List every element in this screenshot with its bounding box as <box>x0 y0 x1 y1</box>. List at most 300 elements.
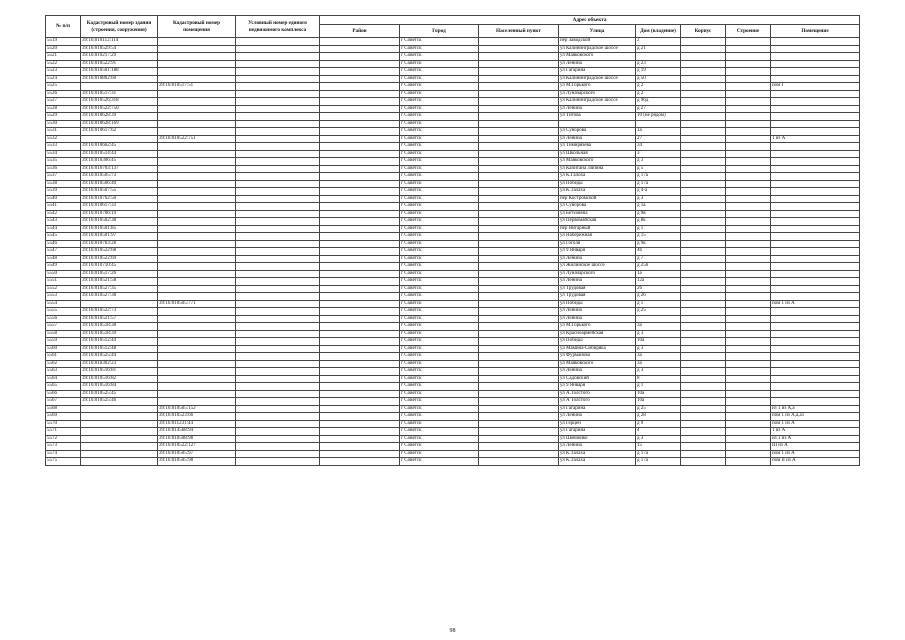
cell-conditional-number <box>236 120 320 128</box>
cell-conditional-number <box>236 308 320 316</box>
cell-num: 5548 <box>46 255 81 263</box>
cell-num: 5558 <box>46 330 81 338</box>
table-row <box>46 255 860 263</box>
cell-structure <box>726 293 771 301</box>
cell-structure <box>726 45 771 53</box>
cell-street: ул Набережная <box>559 233 636 241</box>
cell-settlement <box>479 383 559 391</box>
cell-cadastral-room <box>158 308 236 316</box>
table-row <box>46 375 860 383</box>
cell-street: ул Калининградское шоссе <box>559 75 636 83</box>
cell-cadastral-room <box>158 180 236 188</box>
cell-street: ул М.Горького <box>559 323 636 331</box>
cell-cadastral-building: 39:16:010516:81 <box>81 368 158 376</box>
cell-district <box>320 90 400 98</box>
cell-house: д 1 <box>636 300 681 308</box>
table-row <box>46 113 860 121</box>
cell-cadastral-room <box>158 255 236 263</box>
cell-settlement <box>479 330 559 338</box>
table-row <box>46 203 860 211</box>
cell-cadastral-room <box>158 45 236 53</box>
cell-structure <box>726 330 771 338</box>
cell-settlement <box>479 390 559 398</box>
cell-street: ул Луначарского <box>559 90 636 98</box>
cell-city: г Советск <box>400 345 479 353</box>
cell-house: д 4-а <box>636 188 681 196</box>
cell-district <box>320 450 400 458</box>
cell-district <box>320 353 400 361</box>
cell-conditional-number <box>236 75 320 83</box>
header-building-block: Корпус <box>681 25 726 38</box>
cell-building-block <box>681 60 726 68</box>
cell-cadastral-building <box>81 300 158 308</box>
cell-num: 5526 <box>46 90 81 98</box>
cell-city: г Советск <box>400 105 479 113</box>
cell-city: г Советск <box>400 158 479 166</box>
cell-district <box>320 323 400 331</box>
cell-district <box>320 240 400 248</box>
cell-cadastral-building: 39:16:010502:38 <box>81 218 158 226</box>
cell-city: г Советск <box>400 428 479 436</box>
cell-settlement <box>479 83 559 91</box>
cell-room <box>771 173 860 181</box>
cell-cadastral-room: 39:16:010505:771 <box>158 300 236 308</box>
cell-cadastral-room <box>158 338 236 346</box>
cell-house: д 17а <box>636 180 681 188</box>
cell-house: 10а <box>636 338 681 346</box>
cell-street: ул Победы <box>559 180 636 188</box>
cell-cadastral-building: 39:16:010526:318 <box>81 98 158 106</box>
cell-num: 5553 <box>46 293 81 301</box>
cell-settlement <box>479 75 559 83</box>
cell-cadastral-room <box>158 105 236 113</box>
cell-cadastral-building: 39:16:010512:48 <box>81 345 158 353</box>
cell-conditional-number <box>236 345 320 353</box>
cell-cadastral-room <box>158 390 236 398</box>
cell-structure <box>726 405 771 413</box>
cell-district <box>320 383 400 391</box>
table-row <box>46 300 860 308</box>
cell-structure <box>726 390 771 398</box>
cell-street: ул А Толстого <box>559 398 636 406</box>
cell-city: г Советск <box>400 398 479 406</box>
cell-cadastral-building: 39:16:010762:50 <box>81 195 158 203</box>
cell-city: г Советск <box>400 240 479 248</box>
cell-city: г Советск <box>400 353 479 361</box>
cell-cadastral-building: 39:16:010525:46 <box>81 398 158 406</box>
cell-num: 5549 <box>46 263 81 271</box>
cell-structure <box>726 308 771 316</box>
cell-city: г Советск <box>400 248 479 256</box>
cell-cadastral-room <box>158 233 236 241</box>
cell-district <box>320 270 400 278</box>
cell-room <box>771 165 860 173</box>
header-cadastral-building: Кадастровый номер здания (строения, сооружения) <box>81 16 158 38</box>
cell-district <box>320 158 400 166</box>
cell-num: 5569 <box>46 413 81 421</box>
cell-city: г Советск <box>400 143 479 151</box>
cell-room <box>771 128 860 136</box>
cell-cadastral-building: 39:16:010505:73 <box>81 173 158 181</box>
table-row <box>46 98 860 106</box>
cell-city: г Советск <box>400 38 479 46</box>
table-row <box>46 233 860 241</box>
cell-cadastral-room <box>158 383 236 391</box>
cell-building-block <box>681 180 726 188</box>
cell-num: 5568 <box>46 405 81 413</box>
cell-cadastral-building: 39:16:010628:169 <box>81 120 158 128</box>
table-body <box>46 38 860 466</box>
table-header <box>46 16 860 38</box>
cell-cadastral-building: 39:16:010518:39 <box>81 330 158 338</box>
cell-structure <box>726 443 771 451</box>
cell-num: 5545 <box>46 233 81 241</box>
cell-settlement <box>479 53 559 61</box>
cell-street: ул Победы <box>559 338 636 346</box>
cell-building-block <box>681 218 726 226</box>
cell-street: ул 9 Января <box>559 383 636 391</box>
cell-street: ул Титова <box>559 113 636 121</box>
cell-cadastral-room: 39:16:010522:751 <box>158 135 236 143</box>
cell-num: 5556 <box>46 315 81 323</box>
cell-num: 5554 <box>46 300 81 308</box>
cell-cadastral-room: 39:16:010505:98 <box>158 458 236 466</box>
cell-num: 5532 <box>46 135 81 143</box>
cell-cadastral-building: 39:16:010525:44 <box>81 353 158 361</box>
cell-city: г Советск <box>400 263 479 271</box>
cell-cadastral-room <box>158 158 236 166</box>
cell-cadastral-building: 39:16:010522:68 <box>81 248 158 256</box>
cell-conditional-number <box>236 225 320 233</box>
cell-structure <box>726 353 771 361</box>
cell-room: пом 1 из А <box>771 450 860 458</box>
cell-cadastral-room <box>158 248 236 256</box>
cell-building-block <box>681 375 726 383</box>
cell-street: ул Суворова <box>559 203 636 211</box>
cell-building-block <box>681 330 726 338</box>
header-street: Улица <box>559 25 636 38</box>
cell-settlement <box>479 278 559 286</box>
cell-cadastral-building: 39:16:010703:28 <box>81 240 158 248</box>
table-row <box>46 180 860 188</box>
cell-building-block <box>681 83 726 91</box>
table-row <box>46 293 860 301</box>
cell-cadastral-building <box>81 458 158 466</box>
cell-cadastral-building: 39:16:010302:23 <box>81 360 158 368</box>
cell-building-block <box>681 420 726 428</box>
cell-building-block <box>681 38 726 46</box>
cell-room <box>771 308 860 316</box>
cell-structure <box>726 383 771 391</box>
cell-num: 5536 <box>46 165 81 173</box>
table-row <box>46 135 860 143</box>
cell-street: ул Гагарина <box>559 68 636 76</box>
cell-building-block <box>681 248 726 256</box>
cell-house: д 2 <box>636 90 681 98</box>
cell-room: из 1 из А <box>771 435 860 443</box>
cell-district <box>320 45 400 53</box>
cell-building-block <box>681 210 726 218</box>
cell-house: д 5 <box>636 165 681 173</box>
cell-room <box>771 60 860 68</box>
cell-district <box>320 188 400 196</box>
cell-conditional-number <box>236 323 320 331</box>
table-row <box>46 353 860 361</box>
cell-house: 10а <box>636 390 681 398</box>
cell-street: ул Ленина <box>559 255 636 263</box>
cell-settlement <box>479 263 559 271</box>
page-number: 98 <box>449 628 456 634</box>
cell-cadastral-room <box>158 75 236 83</box>
cell-house: 34 <box>636 143 681 151</box>
cell-street: ул Ленина <box>559 368 636 376</box>
table-row <box>46 450 860 458</box>
cell-conditional-number <box>236 45 320 53</box>
cell-district <box>320 428 400 436</box>
cell-district <box>320 75 400 83</box>
cell-district <box>320 405 400 413</box>
cell-room: пом I <box>771 83 860 91</box>
cell-conditional-number <box>236 173 320 181</box>
cell-district <box>320 105 400 113</box>
cell-cadastral-building: 39:16:010527:38 <box>81 293 158 301</box>
cell-street: ул К.Талаха <box>559 450 636 458</box>
cell-city: г Советск <box>400 330 479 338</box>
cell-building-block <box>681 53 726 61</box>
cell-district <box>320 68 400 76</box>
cell-street: ул Герцен <box>559 420 636 428</box>
cell-structure <box>726 240 771 248</box>
cell-building-block <box>681 203 726 211</box>
cell-num: 5541 <box>46 203 81 211</box>
cell-street: ул Бетховена <box>559 210 636 218</box>
cell-building-block <box>681 428 726 436</box>
cell-street: ул Ленина <box>559 135 636 143</box>
cell-structure <box>726 105 771 113</box>
table-row <box>46 278 860 286</box>
cell-district <box>320 233 400 241</box>
cell-city: г Советск <box>400 338 479 346</box>
cell-cadastral-room <box>158 113 236 121</box>
cell-num: 5535 <box>46 158 81 166</box>
cell-settlement <box>479 128 559 136</box>
cell-num: 5570 <box>46 420 81 428</box>
cell-street <box>559 120 636 128</box>
cell-house: д 3 <box>636 158 681 166</box>
cell-conditional-number <box>236 413 320 421</box>
cell-building-block <box>681 98 726 106</box>
cell-house: д 25 <box>636 405 681 413</box>
cell-settlement <box>479 165 559 173</box>
cell-num: 5519 <box>46 38 81 46</box>
cell-settlement <box>479 285 559 293</box>
cell-structure <box>726 75 771 83</box>
cell-settlement <box>479 98 559 106</box>
cell-city: г Советск <box>400 375 479 383</box>
cell-settlement <box>479 233 559 241</box>
cell-conditional-number <box>236 105 320 113</box>
cell-conditional-number <box>236 330 320 338</box>
cell-cadastral-room <box>158 203 236 211</box>
cell-house: д 7 <box>636 255 681 263</box>
cell-settlement <box>479 248 559 256</box>
table-row <box>46 195 860 203</box>
cell-city: г Советск <box>400 120 479 128</box>
cell-district <box>320 420 400 428</box>
cell-room: пом 1 из А,а,а1 <box>771 413 860 421</box>
cell-cadastral-building: 39:16:010802:60 <box>81 75 158 83</box>
cell-district <box>320 443 400 451</box>
cell-city: г Советск <box>400 45 479 53</box>
cell-structure <box>726 323 771 331</box>
cell-street: пер Костромской <box>559 195 636 203</box>
cell-district <box>320 375 400 383</box>
cell-cadastral-room <box>158 345 236 353</box>
cell-district <box>320 315 400 323</box>
cell-num: 5571 <box>46 428 81 436</box>
cell-settlement <box>479 120 559 128</box>
cell-structure <box>726 338 771 346</box>
header-conditional-number: Условный номер единого недвижимого комплекса <box>236 16 320 38</box>
cell-city: г Советск <box>400 173 479 181</box>
cell-settlement <box>479 420 559 428</box>
cell-conditional-number <box>236 165 320 173</box>
cell-building-block <box>681 128 726 136</box>
cell-structure <box>726 300 771 308</box>
cell-building-block <box>681 443 726 451</box>
cell-room <box>771 345 860 353</box>
cell-structure <box>726 345 771 353</box>
cell-city: г Советск <box>400 83 479 91</box>
cell-house: д 19 <box>636 68 681 76</box>
cell-building-block <box>681 195 726 203</box>
cell-cadastral-room <box>158 120 236 128</box>
cell-room <box>771 53 860 61</box>
cell-room <box>771 98 860 106</box>
cell-street: ул Победы <box>559 300 636 308</box>
cell-street: ул Жилинское шоссе <box>559 263 636 271</box>
cell-cadastral-building: 39:16:010514:44 <box>81 150 158 158</box>
cell-house: 3а <box>636 323 681 331</box>
cell-cadastral-room: 39:16:010522:127 <box>158 443 236 451</box>
cell-conditional-number <box>236 450 320 458</box>
cell-settlement <box>479 135 559 143</box>
header-house: Дом (владение) <box>636 25 681 38</box>
cell-district <box>320 285 400 293</box>
table-row <box>46 158 860 166</box>
cell-settlement <box>479 435 559 443</box>
cell-structure <box>726 315 771 323</box>
cell-house: д 23 <box>636 60 681 68</box>
cell-structure <box>726 255 771 263</box>
table-row <box>46 458 860 466</box>
cell-house: 26 <box>636 285 681 293</box>
cell-district <box>320 128 400 136</box>
cell-structure <box>726 360 771 368</box>
cell-building-block <box>681 45 726 53</box>
cell-settlement <box>479 308 559 316</box>
cell-city: г Советск <box>400 315 479 323</box>
cell-cadastral-room <box>158 278 236 286</box>
cell-street: ул Ленина <box>559 413 636 421</box>
cell-structure <box>726 113 771 121</box>
cell-room: пом 1 из А <box>771 420 860 428</box>
cell-structure <box>726 233 771 241</box>
cell-building-block <box>681 435 726 443</box>
cell-room <box>771 180 860 188</box>
cell-cadastral-room <box>158 90 236 98</box>
cell-room <box>771 398 860 406</box>
cell-structure <box>726 285 771 293</box>
cell-cadastral-building: 39:16:010710:45 <box>81 263 158 271</box>
cell-settlement <box>479 173 559 181</box>
cell-building-block <box>681 368 726 376</box>
cell-district <box>320 398 400 406</box>
cell-num: 5528 <box>46 105 81 113</box>
cell-structure <box>726 98 771 106</box>
cell-structure <box>726 375 771 383</box>
cell-room <box>771 233 860 241</box>
cell-conditional-number <box>236 180 320 188</box>
cell-city: г Советск <box>400 195 479 203</box>
cell-conditional-number <box>236 248 320 256</box>
cell-cadastral-room <box>158 195 236 203</box>
cell-conditional-number <box>236 158 320 166</box>
header-num: № п/п <box>46 16 81 38</box>
cell-num: 5521 <box>46 53 81 61</box>
cell-conditional-number <box>236 443 320 451</box>
cell-street: ул Садовский <box>559 375 636 383</box>
cell-city: г Советск <box>400 293 479 301</box>
table-row <box>46 45 860 53</box>
cell-room: 1 из А <box>771 428 860 436</box>
cell-street: ул Гоголя <box>559 240 636 248</box>
table-row <box>46 323 860 331</box>
cell-room <box>771 240 860 248</box>
cell-house: д 28 <box>636 413 681 421</box>
cell-room: пом 1 из А <box>771 300 860 308</box>
cell-district <box>320 300 400 308</box>
table-row <box>46 165 860 173</box>
header-city: Город <box>400 25 479 38</box>
cell-num: 5561 <box>46 353 81 361</box>
cell-cadastral-room <box>158 210 236 218</box>
cell-num: 5527 <box>46 98 81 106</box>
cell-num: 5538 <box>46 180 81 188</box>
cell-conditional-number <box>236 60 320 68</box>
cell-settlement <box>479 450 559 458</box>
cell-room <box>771 38 860 46</box>
cell-room: из 1 из А,а <box>771 405 860 413</box>
cell-cadastral-room <box>158 143 236 151</box>
cell-district <box>320 390 400 398</box>
cell-cadastral-room <box>158 68 236 76</box>
cell-room <box>771 158 860 166</box>
cell-house: д 17а <box>636 173 681 181</box>
cell-room <box>771 203 860 211</box>
cell-conditional-number <box>236 68 320 76</box>
cell-num: 5551 <box>46 278 81 286</box>
cell-num: 5550 <box>46 270 81 278</box>
cell-house: 3а <box>636 360 681 368</box>
cell-room <box>771 188 860 196</box>
cell-building-block <box>681 150 726 158</box>
cell-room <box>771 45 860 53</box>
cell-house: д 2 <box>636 83 681 91</box>
cell-cadastral-room <box>158 150 236 158</box>
cell-cadastral-building: 39:16:010507:55 <box>81 188 158 196</box>
cell-conditional-number <box>236 383 320 391</box>
